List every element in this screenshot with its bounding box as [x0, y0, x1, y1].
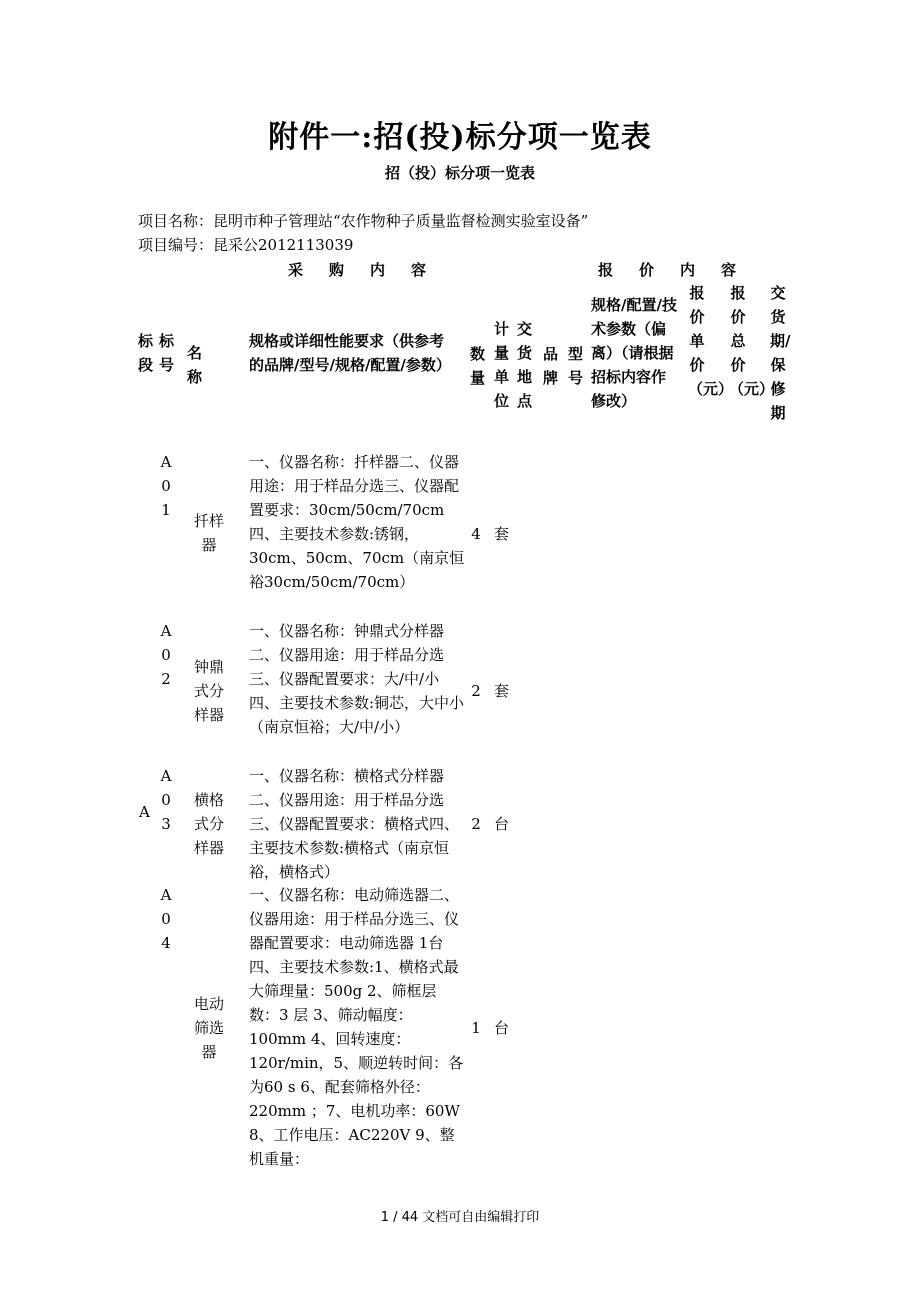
header-config: 规格/配置/技术参数（偏离）（请根据招标内容作修改） [591, 296, 677, 410]
header-spec: 规格或详细性能要求（供参考的品牌/型号/规格/配置/参数） [249, 332, 451, 374]
row-code: A03 [160, 767, 172, 833]
row-unit: 套 [494, 525, 510, 543]
row-spec: 一、仪器名称：钟鼎式分样器二、仪器用途：用于样品分选三、仪器配置要求：大/中/小四、主要技术参数:铜芯，大中小（南京恒裕；大/中/小） [249, 622, 465, 736]
header-unit-price: 报价单价（元） [688, 284, 734, 398]
header-name: 名称 [187, 344, 203, 386]
row-unit: 台 [494, 1019, 510, 1037]
row-qty: 1 [471, 1019, 481, 1037]
header-delivery: 交货期/保修期 [770, 284, 791, 422]
document-title: 附件一:招(投)标分项一览表 [268, 120, 652, 155]
row-unit: 套 [494, 682, 510, 700]
row-name: 扦样器 [193, 512, 224, 554]
row-spec: 一、仪器名称：横格式分样器二、仪器用途：用于样品分选三、仪器配置要求：横格式四、主要技术参数:横格式（南京恒裕，横格式） [249, 767, 460, 881]
header-unit: 计量单位 [494, 320, 510, 410]
project-code: 项目编号：昆采公2012113039 [138, 236, 354, 254]
project-name: 项目名称：昆明市种子管理站“农作物种子质量监督检测实验室设备” [138, 212, 589, 230]
group-purchase: 采购内容 [288, 261, 453, 279]
group-quote: 报价内容 [598, 261, 763, 279]
segment-label: A [139, 803, 150, 821]
header-model: 型号 [568, 345, 584, 387]
row-code: A02 [160, 622, 172, 688]
page-footer: 1 / 44 文档可自由编辑打印 [380, 1210, 540, 1225]
row-name: 横格式分样器 [193, 791, 224, 857]
header-segment: 标段 [138, 332, 154, 374]
row-qty: 2 [471, 682, 481, 700]
document-subtitle: 招（投）标分项一览表 [384, 164, 535, 182]
row-qty: 2 [471, 815, 481, 833]
header-brand: 品牌 [543, 345, 559, 387]
row-qty: 4 [471, 525, 481, 543]
row-code: A04 [160, 886, 172, 952]
header-qty: 数量 [470, 345, 486, 387]
row-code: A01 [160, 453, 172, 519]
row-spec: 一、仪器名称：扦样器二、仪器用途：用于样品分选三、仪器配置要求：30cm/50cm/70cm 四、主要技术参数:锈钢，30cm、50cm、70cm（南京恒裕30cm/50cm/70cm） [249, 453, 465, 591]
row-name: 钟鼎式分样器 [193, 658, 224, 724]
header-total-price: 报价总价（元） [729, 284, 775, 398]
row-unit: 台 [494, 815, 510, 833]
row-name: 电动筛选器 [193, 995, 224, 1061]
header-code: 标号 [159, 332, 175, 374]
row-spec: 一、仪器名称：电动筛选器二、仪器用途：用于样品分选三、仪器配置要求：电动筛选器 1台四、主要技术参数:1、横格式最大筛理量：500g 2、筛框层数：3 层 3、筛动幅度：100mm 4、回转速度：120r/min，5、顺逆转时间：各为60 s 6、配套筛格外径：220mm ；7、电机功率：60W 8、工作电压：AC220V 9、整机重量： [249, 886, 464, 1168]
header-place: 交货地点 [517, 320, 533, 410]
